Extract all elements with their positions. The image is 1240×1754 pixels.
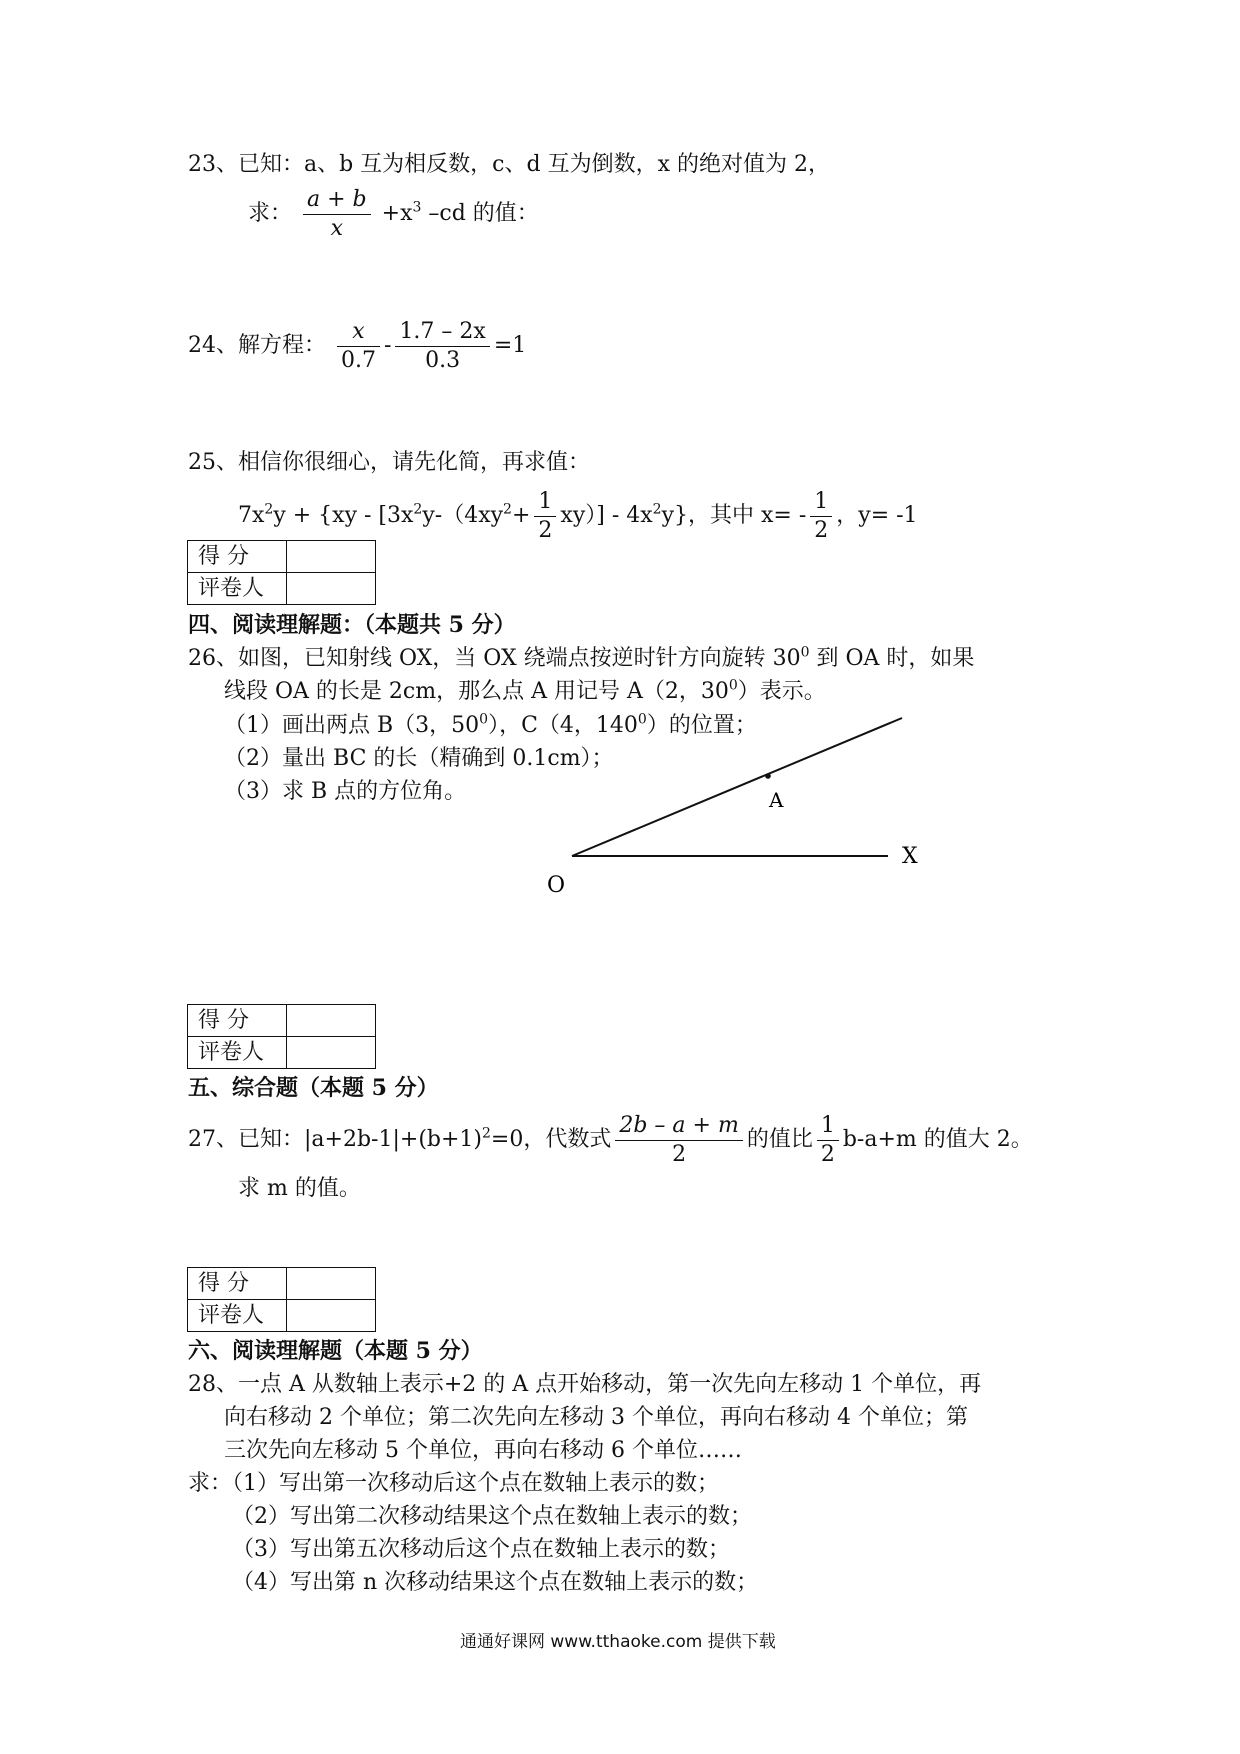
q24-f1-num: x (337, 318, 380, 347)
q25-fb-num: 1 (810, 488, 832, 517)
q26-line1-a: 26、如图，已知射线 OX，当 OX 绕端点按逆时针方向旋转 30 (188, 646, 801, 671)
q25-fb-den: 2 (814, 517, 829, 543)
q23-tail-a: +x (381, 201, 413, 226)
q26-item1-exp1: 0 (479, 711, 489, 728)
q28-item4: （4）写出第 n 次移动结果这个点在数轴上表示的数； (232, 1570, 759, 1595)
q25-part-2: y + {xy - [3x (273, 503, 414, 528)
q27-prefix: 27、已知： (188, 1127, 304, 1152)
q26-item2: （2）量出 BC 的长（精确到 0.1cm）； (224, 746, 614, 771)
q26-item1-a: （1）画出两点 B（3，50 (224, 713, 480, 738)
grader-label: 评卷人 (188, 1300, 287, 1332)
q27-f2-num: 1 (817, 1112, 839, 1141)
q25-part-7: ，y= -1 (836, 503, 918, 528)
q25-fa-num: 1 (534, 488, 556, 517)
q27-f1-den: 2 (672, 1141, 687, 1167)
q26-line2-b: ）表示。 (737, 679, 826, 704)
label-a: A (769, 788, 784, 812)
q25-line1: 25、相信你很细心，请先化简，再求值： (188, 450, 590, 475)
q26-line2-a: 线段 OA 的长是 2cm，那么点 A 用记号 A（2，30 (224, 679, 729, 704)
score-label: 得 分 (188, 1005, 287, 1037)
score-label: 得 分 (188, 1268, 287, 1300)
grader-cell[interactable] (287, 1037, 376, 1069)
section-5-heading: 五、综合题（本题 5 分） (188, 1075, 439, 1101)
score-box-2 (187, 1004, 376, 1069)
q27-fraction-2 (817, 1112, 839, 1168)
label-o: O (547, 873, 566, 898)
q25-fa-den: 2 (538, 517, 553, 543)
q23-tail-exp: 3 (412, 199, 422, 216)
q28-item2: （2）写出第二次移动结果这个点在数轴上表示的数； (232, 1504, 752, 1529)
q25-part-6: y}，其中 x= - (661, 503, 807, 528)
q25-exp-4: 2 (652, 501, 662, 518)
grader-label: 评卷人 (188, 573, 287, 605)
q27-tail: b-a+m 的值大 2。 (842, 1127, 1033, 1152)
q26-line2-exp: 0 (728, 677, 738, 694)
q23-frac-num: a + b (303, 186, 371, 215)
score-cell[interactable] (287, 1005, 376, 1037)
q27-cond-a: |a+2b-1|+(b+1) (304, 1127, 482, 1152)
q24-f2-den: 0.3 (425, 347, 461, 373)
point-a (765, 773, 771, 779)
q25-exp-2: 2 (413, 501, 423, 518)
q26-item1-b: ），C（4，140 (488, 713, 638, 738)
grader-cell[interactable] (287, 1300, 376, 1332)
q25-exp-3: 2 (503, 501, 512, 518)
q27-line2: 求 m 的值。 (238, 1176, 361, 1201)
q27-f2-den: 2 (820, 1141, 835, 1167)
q26-item1-c: ）的位置； (646, 713, 757, 738)
q26-line1-exp: 0 (800, 644, 810, 661)
grader-label: 评卷人 (188, 1037, 287, 1069)
ray-oa (572, 718, 902, 856)
label-x: X (902, 844, 918, 869)
q26-item1-exp2: 0 (637, 711, 647, 728)
q26-item3: （3）求 B 点的方位角。 (224, 779, 467, 804)
q25-part-5: xy）] - 4x (560, 503, 653, 528)
q24-f1-den: 0.7 (341, 347, 376, 373)
score-box-3 (187, 1267, 376, 1332)
q23-line1: 23、已知：a、b 互为相反数，c、d 互为倒数，x 的绝对值为 2， (188, 152, 830, 177)
q27-fraction-1 (615, 1112, 742, 1168)
q25-part-3: y-（4xy (422, 503, 504, 528)
q27-cond-b: =0，代数式 (490, 1127, 612, 1152)
q27-line1 (188, 1112, 1033, 1168)
q23-frac-den: x (330, 215, 344, 241)
score-label: 得 分 (188, 541, 287, 573)
q24-prefix: 24、解方程： (188, 333, 326, 358)
q28-item1: 求：（1）写出第一次移动后这个点在数轴上表示的数； (188, 1471, 719, 1496)
q24-f2-num: 1.7 – 2x (395, 318, 489, 347)
q23-prefix: 求： (248, 201, 293, 226)
section-4-heading: 四、阅读理解题：（本题共 5 分） (188, 612, 516, 638)
q27-mid: 的值比 (746, 1127, 813, 1152)
q28-line3: 三次先向左移动 5 个单位，再向右移动 6 个单位…… (224, 1438, 742, 1463)
q27-f1-num: 2b – a + m (615, 1112, 742, 1141)
q24-tail: =1 (493, 333, 527, 358)
score-cell[interactable] (287, 1268, 376, 1300)
q24-minus: - (384, 333, 392, 358)
q25-exp-1: 2 (264, 501, 274, 518)
q26-line1-b: 到 OA 时，如果 (809, 646, 975, 671)
q28-line1: 28、一点 A 从数轴上表示+2 的 A 点开始移动，第一次先向左移动 1 个单位，再 (188, 1372, 982, 1397)
q28-line2: 向右移动 2 个单位；第二次先向左移动 3 个单位，再向右移动 4 个单位；第 (224, 1405, 968, 1430)
q23-tail-b: –cd 的值： (421, 201, 539, 226)
page-footer: 通通好课网 www.tthaoke.com 提供下载 (460, 1632, 776, 1652)
section-6-heading: 六、阅读理解题（本题 5 分） (188, 1338, 483, 1364)
q28-item3: （3）写出第五次移动后这个点在数轴上表示的数； (232, 1537, 730, 1562)
q27-cond-exp: 2 (482, 1125, 491, 1142)
q25-part-1: 7x (238, 503, 265, 528)
q25-part-4: + (511, 503, 531, 528)
